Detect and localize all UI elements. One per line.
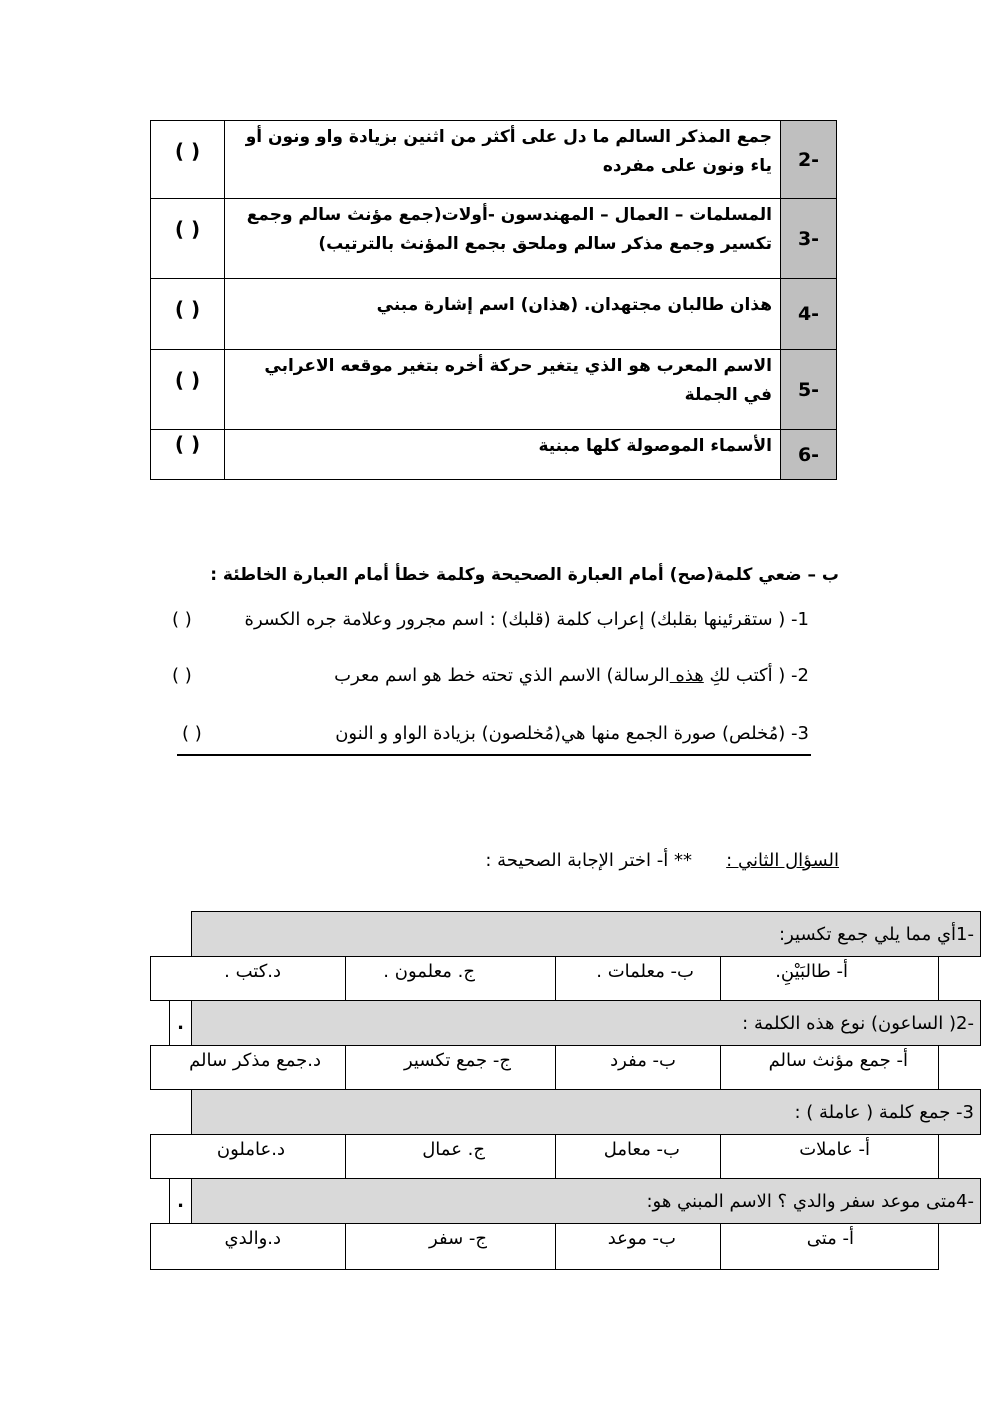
option-c[interactable]: ج. معلمون . xyxy=(345,956,556,1001)
question-row xyxy=(191,1000,981,1046)
answer-blank[interactable]: ( ) xyxy=(182,723,202,744)
answer-blank[interactable]: ( ) xyxy=(150,349,225,430)
item-text-part: الرسالة) الاسم الذي تحته خط هو اسم معرب xyxy=(334,665,670,686)
option-d[interactable]: د.عاملون xyxy=(150,1134,346,1179)
question-label: السؤال الثاني : xyxy=(726,850,839,871)
question-row xyxy=(191,1089,981,1135)
underlined-word: هذه xyxy=(669,665,704,686)
option-d[interactable]: د.جمع مذكر سالم xyxy=(150,1045,346,1090)
true-false-item: 3- (مُخلص) صورة الجمع منها هي(مُخلصون) بزيادة الواو و النون xyxy=(335,723,809,744)
question-text: -2( الساعون) نوع هذه الكلمة : xyxy=(742,1012,974,1034)
row-number: 6- xyxy=(780,429,837,480)
option-c[interactable]: ج. عمال xyxy=(345,1134,556,1179)
option-a[interactable]: أ- متى xyxy=(720,1223,939,1270)
answer-blank[interactable]: ( ) xyxy=(172,665,192,686)
option-a[interactable]: أ- طالبَيْنِ. xyxy=(720,956,939,1001)
answer-blank[interactable]: ( ) xyxy=(150,278,225,350)
row-number: 3- xyxy=(780,198,837,279)
question-text: -4متى موعد سفر والدي ؟ الاسم المبني هو: xyxy=(646,1190,974,1212)
row-number: 5- xyxy=(780,349,837,430)
option-b[interactable]: ب- معامل xyxy=(555,1134,721,1179)
section-b-title: ب – ضعي كلمة(صح) أمام العبارة الصحيحة وكلمة خطأ أمام العبارة الخاطئة : xyxy=(210,565,839,585)
question-row xyxy=(191,911,981,957)
answer-blank[interactable]: ( ) xyxy=(172,609,192,630)
divider xyxy=(177,754,811,756)
question-text: -1أي مما يلي جمع تكسير: xyxy=(779,923,974,945)
question-instruction: ** أ- اختر الإجابة الصحيحة : xyxy=(485,850,692,871)
option-b[interactable]: ب- موعد xyxy=(555,1223,721,1270)
row-number: 4- xyxy=(780,278,837,350)
answer-blank[interactable]: ( ) xyxy=(150,198,225,279)
question-row xyxy=(191,1178,981,1224)
true-false-item: 1- ( ستقرئينها بقلبك) إعراب كلمة (قلبك) : اسم مجرور وعلامة جره الكسرة xyxy=(244,609,809,630)
option-b[interactable]: ب- معلمات . xyxy=(555,956,721,1001)
question-text: 3- جمع كلمة ( عاملة ) : xyxy=(794,1101,974,1123)
option-a[interactable]: أ- جمع مؤنث سالم xyxy=(720,1045,939,1090)
item-text-part: 2- ( أكتب لكِ xyxy=(703,665,809,686)
option-a[interactable]: أ- عاملات xyxy=(720,1134,939,1179)
statement-text: هذان طالبان مجتهدان. (هذان) اسم إشارة مبني xyxy=(224,278,781,350)
statement-text: الاسم المعرب هو الذي يتغير حركة أخره بتغير موقعه الاعرابي في الجملة xyxy=(224,349,781,430)
option-d[interactable]: د.والدي xyxy=(150,1223,346,1270)
option-b[interactable]: ب- مفرد xyxy=(555,1045,721,1090)
answer-blank[interactable]: ( ) xyxy=(150,429,225,480)
option-c[interactable]: ج- سفر xyxy=(345,1223,556,1270)
row-number: 2- xyxy=(780,120,837,199)
option-c[interactable]: ج- جمع تكسير xyxy=(345,1045,556,1090)
statement-text: المسلمات – العمال – المهندسون -أولات(جمع مؤنث سالم وجمع تكسير وجمع مذكر سالم وملحق بجمع المؤنث بالترتيب) xyxy=(224,198,781,279)
answer-blank[interactable]: ( ) xyxy=(150,120,225,199)
row-marker: . xyxy=(169,1178,192,1224)
statement-text: الأسماء الموصولة كلها مبنية xyxy=(224,429,781,480)
true-false-item xyxy=(334,665,809,686)
statement-text: جمع المذكر السالم ما دل على أكثر من اثنين بزيادة واو ونون أو ياء ونون على مفرده xyxy=(224,120,781,199)
row-marker: . xyxy=(169,1000,192,1046)
option-d[interactable]: د.كتب . xyxy=(150,956,346,1001)
